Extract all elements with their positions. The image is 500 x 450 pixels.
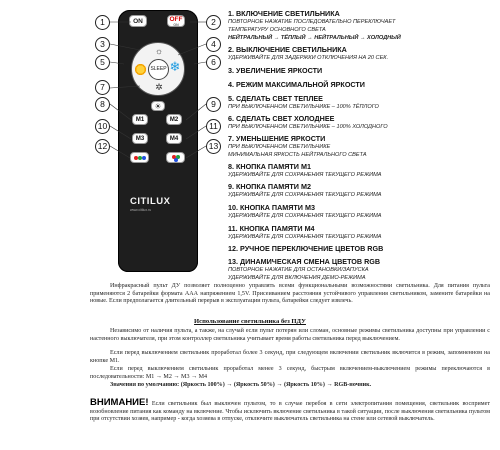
legend-title: 3. УВЕЛИЧЕНИЕ ЯРКОСТИ xyxy=(228,66,323,75)
off-button-sublabel: ON xyxy=(173,23,179,27)
legend-item-4 xyxy=(228,80,496,89)
callout-7: 7 xyxy=(95,80,110,95)
rgb-manual-button[interactable] xyxy=(130,152,149,163)
rgb-dynamic-button[interactable] xyxy=(166,152,185,163)
section-title: Использование светильника без ПДУ xyxy=(194,318,306,325)
legend-title: 1. ВКЛЮЧЕНИЕ СВЕТИЛЬНИКА xyxy=(228,9,340,18)
max-brightness-label: SLEEP xyxy=(150,66,167,72)
legend-note: УДЕРЖИВАЙТЕ ДЛЯ ЗАДЕРЖКИ ОТКЛЮЧЕНИЯ НА 20 СЕК. xyxy=(228,55,389,61)
legend-note: ПОВТОРНОЕ НАЖАТИЕ ДЛЯ ОСТАНОВКИ/ЗАПУСКА xyxy=(228,267,369,273)
small-sun-icon: ☀ xyxy=(154,102,162,111)
legend-note: ПОВТОРНОЕ НАЖАТИЕ ПОСЛЕДОВАТЕЛЬНО ПЕРЕКЛЮЧАЕТ xyxy=(228,19,396,25)
legend-title: 6. СДЕЛАТЬ СВЕТ ХОЛОДНЕЕ xyxy=(228,114,335,123)
legend-note: ПРИ ВЫКЛЮЧЕННОМ СВЕТИЛЬНИКЕ – 100% ТЁПЛОГО xyxy=(228,104,379,110)
brightness-down-icon: ✲ xyxy=(155,82,163,92)
callout-3: 3 xyxy=(95,37,110,52)
on-button-label: ON xyxy=(133,18,143,25)
warning-text: Если светильник был выключен пультом, то в случае перебоя в сети электропитания помещения, светильник воспримет возобновление питания как команду на включение. Чтобы исключить включение светильника в такой ситуации, после выключения светильника пультом при отсутствии хозяев, например - когда хозяева в отпуске, отключите выключатель светильника на стене или сетевой выключатель. xyxy=(90,401,490,422)
legend-title: 2. ВЫКЛЮЧЕНИЕ СВЕТИЛЬНИКА xyxy=(228,45,347,54)
on-button[interactable] xyxy=(129,15,147,27)
legend-item-9 xyxy=(228,182,496,199)
brand-url: www.citilux.ru xyxy=(130,208,152,212)
legend-note: УДЕРЖИВАЙТЕ ДЛЯ ВКЛЮЧЕНИЯ ДЕМО-РЕЖИМА xyxy=(228,275,366,281)
cooler-button[interactable] xyxy=(168,61,182,75)
memory-m4-button[interactable] xyxy=(166,133,182,144)
brand-logo: CITILUX xyxy=(130,196,171,207)
callout-13: 13 xyxy=(206,139,221,154)
memory-m1-button[interactable] xyxy=(132,114,148,125)
legend-note: ТЕМПЕРАТУРУ ОСНОВНОГО СВЕТА xyxy=(228,27,326,33)
callout-2: 2 xyxy=(206,15,221,30)
off-button[interactable] xyxy=(167,15,185,27)
callout-6: 6 xyxy=(206,55,221,70)
legend-title: 4. РЕЖИМ МАКСИМАЛЬНОЙ ЯРКОСТИ xyxy=(228,80,365,89)
legend-item-11 xyxy=(228,224,496,241)
m3-label: M3 xyxy=(135,136,145,142)
legend-title: 9. КНОПКА ПАМЯТИ М2 xyxy=(228,182,311,191)
warning-block xyxy=(90,399,490,424)
dyn-blue-dot-icon xyxy=(174,158,178,162)
legend-title: 12. РУЧНОЕ ПЕРЕКЛЮЧЕНИЕ ЦВЕТОВ RGB xyxy=(228,244,384,253)
brightness-down-button[interactable] xyxy=(153,81,165,93)
legend-note: МИНИМАЛЬНАЯ ЯРКОСТЬ НЕЙТРАЛЬНОГО СВЕТА xyxy=(228,152,367,158)
brightness-small-button[interactable] xyxy=(151,101,165,111)
legend-item-2 xyxy=(228,45,496,62)
callout-10: 10 xyxy=(95,119,110,134)
warmer-button[interactable] xyxy=(134,63,147,76)
m4-label: M4 xyxy=(169,136,179,142)
paragraph-long-run: Если перед выключением светильник проработал более 3 секунд, при следующем включении светильник включится в режим, запомненном на кнопке M1. xyxy=(90,350,490,364)
callout-5: 5 xyxy=(95,55,110,70)
legend-note: НЕЙТРАЛЬНЫЙ → ТЁПЛЫЙ → НЕЙТРАЛЬНЫЙ → ХОЛОДНЫЙ xyxy=(228,35,401,41)
legend-item-12 xyxy=(228,244,496,253)
brightness-up-icon: ☼ xyxy=(154,46,164,56)
off-button-label: OFF xyxy=(169,16,183,23)
warning-label: ВНИМАНИЕ! xyxy=(90,397,149,408)
legend-note: УДЕРЖИВАЙТЕ ДЛЯ СОХРАНЕНИЯ ТЕКУЩЕГО РЕЖИМА xyxy=(228,213,382,219)
callout-9: 9 xyxy=(206,97,221,112)
legend-title: 11. КНОПКА ПАМЯТИ М4 xyxy=(228,224,315,233)
paragraph-defaults: Значения по умолчанию: (Яркость 100%) → (Яркость 50%) → (Яркость 10%) → RGB-ночник. xyxy=(110,382,372,388)
m2-label: M2 xyxy=(169,117,179,123)
brightness-up-button[interactable] xyxy=(153,45,165,57)
max-brightness-button[interactable] xyxy=(148,59,169,80)
paragraph-short-run: Если перед выключением светильник проработал менее 3 секунд, быстрым включением-выключением режимы переключаются в последовательности: M1 → M2 → M3 → M4 xyxy=(90,366,490,380)
callout-11: 11 xyxy=(206,119,221,134)
legend-item-8 xyxy=(228,162,496,179)
memory-m3-button[interactable] xyxy=(132,133,148,144)
legend-note: ПРИ ВЫКЛЮЧЕННОМ СВЕТИЛЬНИКЕ xyxy=(228,144,331,150)
legend-title: 5. СДЕЛАТЬ СВЕТ ТЕПЛЕЕ xyxy=(228,94,323,103)
legend-item-10 xyxy=(228,203,496,220)
callout-4: 4 xyxy=(206,37,221,52)
legend-title: 8. КНОПКА ПАМЯТИ М1 xyxy=(228,162,311,171)
callout-1: 1 xyxy=(95,15,110,30)
rgb-blue-dot-icon xyxy=(142,156,146,160)
snowflake-icon: ❄ xyxy=(169,60,181,75)
remote-control xyxy=(118,10,198,272)
intro-paragraph: Инфракрасный пульт ДУ позволяет полноценно управлять всеми функциональными возможностями светильника. Для питания пульта применяются 2 батарейки формата ААА напряжением 1,5V. Присеиванием расстояния устойчивого управления светильником, замените батарейки на новые. Если предполагается длительный перерыв в эксплуатации пульта, батарейки следует извлечь. xyxy=(90,283,490,304)
m1-label: M1 xyxy=(135,117,145,123)
legend-note: УДЕРЖИВАЙТЕ ДЛЯ СОХРАНЕНИЯ ТЕКУЩЕГО РЕЖИМА xyxy=(228,172,382,178)
legend-item-3 xyxy=(228,66,496,75)
legend-item-5 xyxy=(228,94,496,111)
memory-m2-button[interactable] xyxy=(166,114,182,125)
legend-title: 13. ДИНАМИЧЕСКАЯ СМЕНА ЦВЕТОВ RGB xyxy=(228,257,381,266)
legend-item-6 xyxy=(228,114,496,131)
control-dial xyxy=(131,42,185,96)
legend-note: ПРИ ВЫКЛЮЧЕННОМ СВЕТИЛЬНИКЕ – 100% ХОЛОДНОГО xyxy=(228,124,388,130)
legend-item-13 xyxy=(228,257,496,282)
callout-12: 12 xyxy=(95,139,110,154)
legend-note: УДЕРЖИВАЙТЕ ДЛЯ СОХРАНЕНИЯ ТЕКУЩЕГО РЕЖИМА xyxy=(228,234,382,240)
callout-8: 8 xyxy=(95,97,110,112)
paragraph-no-remote: Независимо от наличия пульта, а также, на случай если пульт потерян или сломан, основные режимы светильника доступны при управлении с настенного выключателя, при этом контроллер светильника учитывает время работы светильника перед выключением. xyxy=(90,328,490,342)
legend-item-1 xyxy=(228,9,496,42)
legend-title: 10. КНОПКА ПАМЯТИ М3 xyxy=(228,203,315,212)
legend-note: УДЕРЖИВАЙТЕ ДЛЯ СОХРАНЕНИЯ ТЕКУЩЕГО РЕЖИМА xyxy=(228,192,382,198)
legend-item-7 xyxy=(228,134,496,159)
legend-title: 7. УМЕНЬШЕНИЕ ЯРКОСТИ xyxy=(228,134,326,143)
